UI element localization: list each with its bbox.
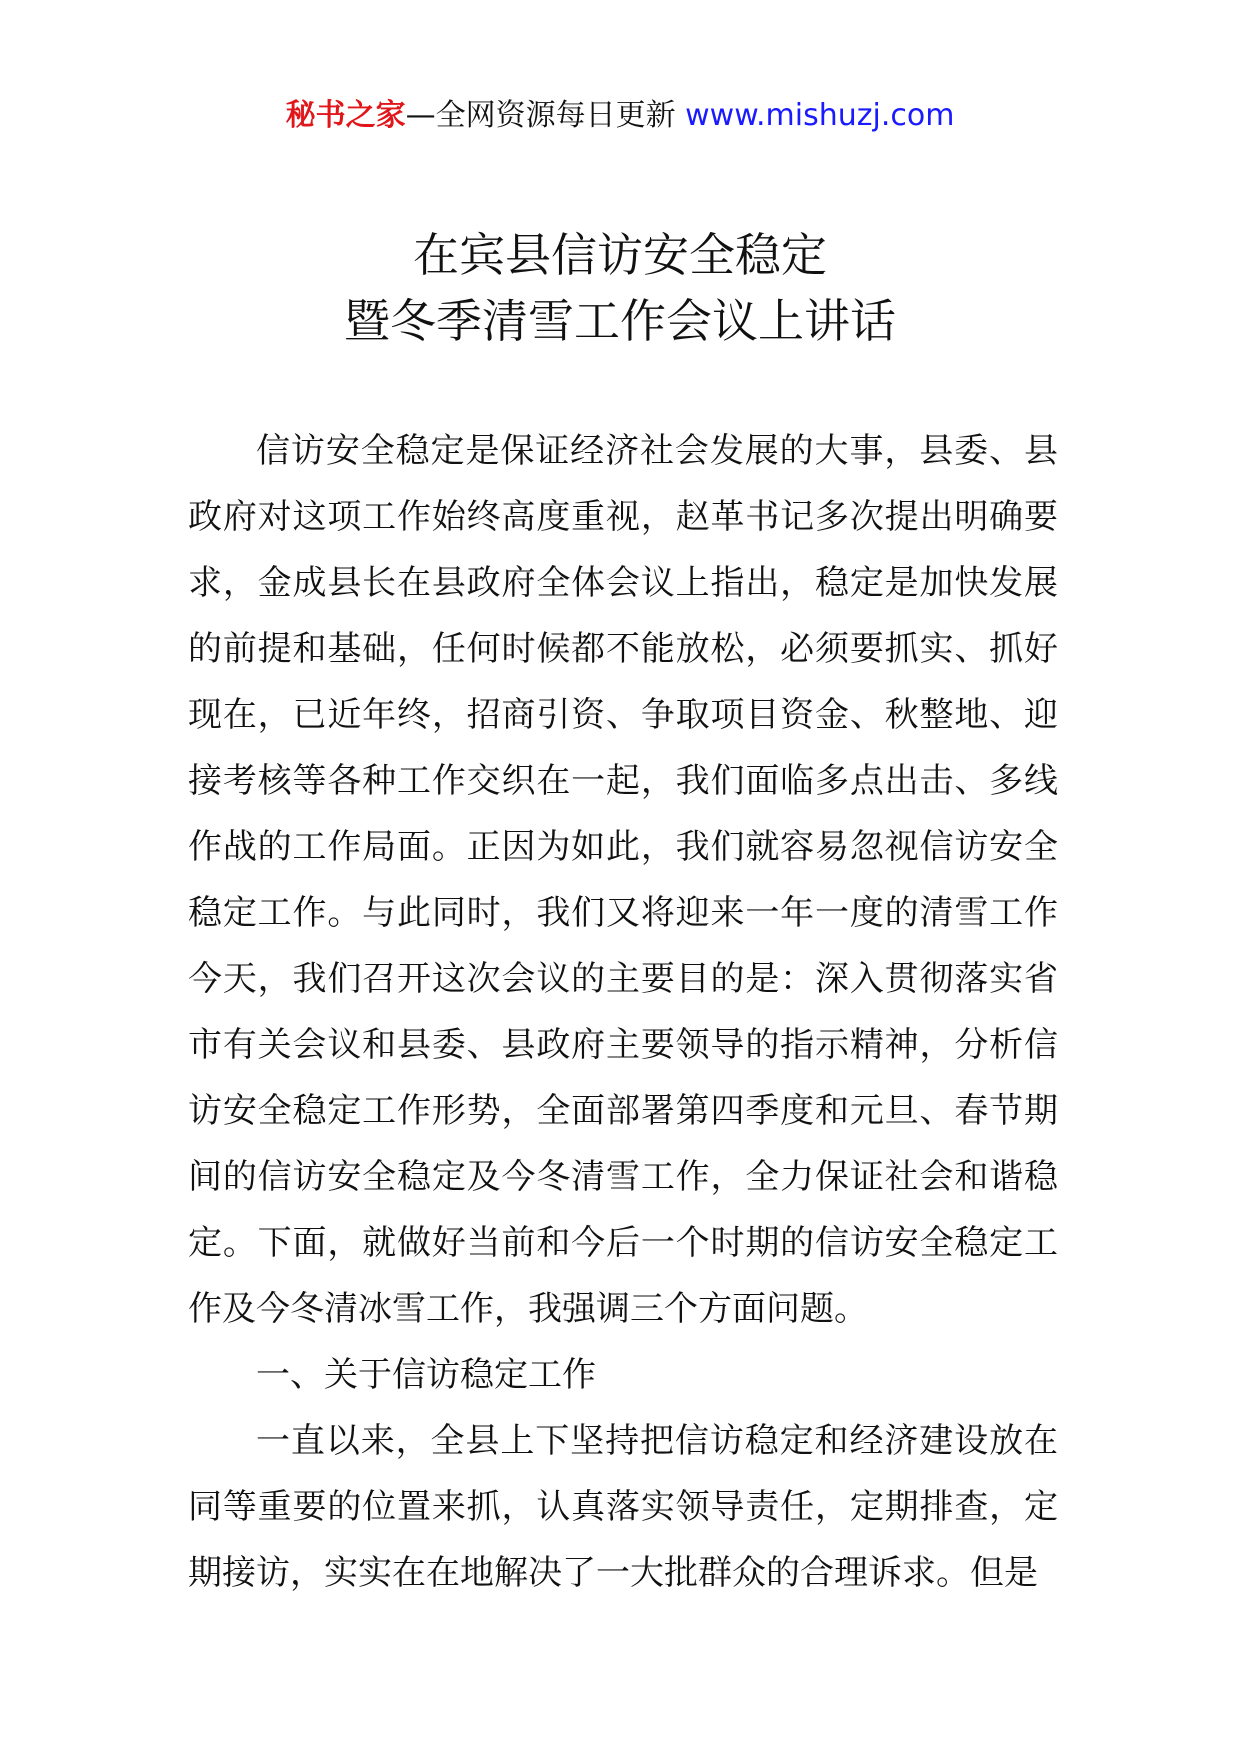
title-line-2: 暨冬季清雪工作会议上讲话 bbox=[344, 294, 896, 348]
site-header bbox=[0, 96, 1240, 136]
site-tagline: —全网资源每日更新 bbox=[405, 98, 686, 133]
site-brand: 秘书之家 bbox=[285, 98, 406, 133]
section-heading: 一、关于信访稳定工作 bbox=[256, 1355, 596, 1395]
document-body bbox=[188, 418, 1058, 1606]
document-title bbox=[0, 222, 1240, 354]
body-paragraph: 信访安全稳定是保证经济社会发展的大事，县委、县政府对这项工作始终高度重视，赵革书记多次提出明确要求，金成县长在县政府全体会议上指出，稳定是加快发展的前提和基础，任何时候都不能放松，必须要抓实、抓好现在，已近年终，招商引资、争取项目资金、秋整地、迎接考核等各种工作交织在一起，我们面临多点出击、多线作战的工作局面。正因为如此，我们就容易忽视信访安全稳定工作。与此同时，我们又将迎来一年一度的清雪工作今天，我们召开这次会议的主要目的是：深入贯彻落实省市有关会议和县委、县政府主要领导的指示精神，分析信访安全稳定工作形势，全面部署第四季度和元旦、春节期间的信访安全稳定及今冬清雪工作，全力保证社会和谐稳定。下面，就做好当前和今后一个时期的信访安全稳定工作及今冬清冰雪工作，我强调三个方面问题。 bbox=[188, 431, 1058, 1329]
title-line-1: 在宾县信访安全稳定 bbox=[413, 228, 827, 282]
body-paragraph: 一直以来，全县上下坚持把信访稳定和经济建设放在同等重要的位置来抓，认真落实领导责任，定期排查，定期接访，实实在在地解决了一大批群众的合理诉求。但是 bbox=[188, 1421, 1058, 1593]
site-url[interactable]: www.mishuzj.com bbox=[685, 98, 955, 133]
